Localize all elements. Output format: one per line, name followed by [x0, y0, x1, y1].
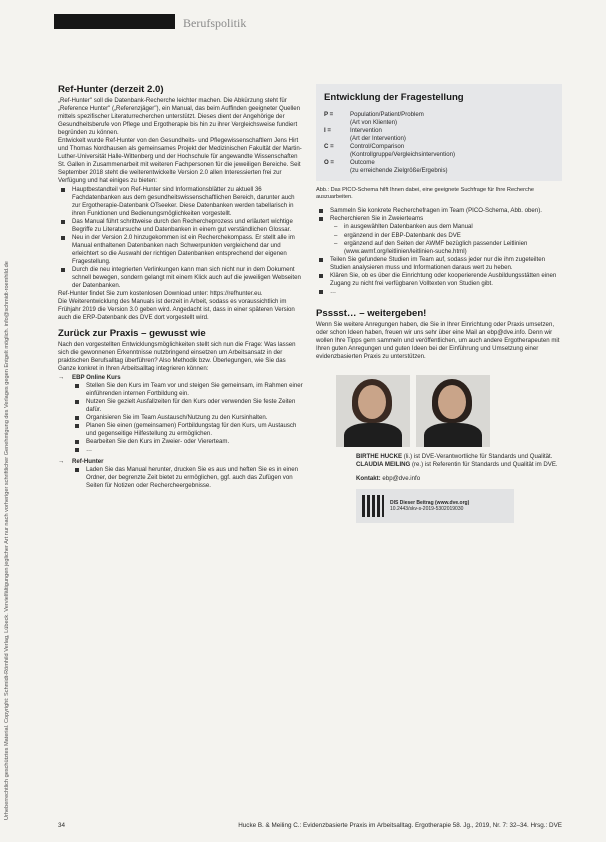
- heading-weitergeben: Psssst… – weitergeben!: [316, 307, 427, 319]
- list-item: Neu in der Version 2.0 hinzugekommen ist ein Recherchekompass. Er stellt alle im Manual enthaltenen Datenbanken nach Schwerpunkten vergleichend dar und erleichtert so die Auswahl der richtigen Datenbanken entsprechend der eigenen Fragestellung.: [58, 234, 304, 266]
- heading-ref-hunter: Ref-Hunter (derzeit 2.0): [58, 84, 164, 95]
- arrow-item: [58, 374, 304, 382]
- list-item: …: [72, 446, 304, 454]
- copyright-text: Urheberrechtlich geschütztes Material. Copyright: Schmidt-Römhild Verlag, Lübeck. Vervielfältigungen jeglicher Art nur nach vorheriger schriftlicher Genehmigung des Verlages gegen Entgelt möglich. info@schmidt-roemhild.de: [4, 261, 10, 820]
- list-item: Stellen Sie den Kurs im Team vor und steigen Sie gemeinsam, im Rahmen einer einführenden internen Fortbildung ein.: [72, 382, 304, 398]
- pico-key: O =: [324, 159, 334, 167]
- list-item: – ergänzend auf den Seiten der AWMF bezüglich passender Leitlinien (www.awmf.org/leitlinien/leitlinien-suche.html): [330, 240, 562, 256]
- sub-list: [58, 382, 304, 454]
- list-item: …: [316, 288, 562, 296]
- list-item: Hauptbestandteil von Ref-Hunter sind Informationsblätter zu aktuell 36 Fachdatenbanken aus dem gesundheitswissenschaftlichen Bereich, darunter auch zur Ergotherapie-Datenbank OTseeker. Diese Datenbanken werden tabellarisch in ihren Funktionen und Bedienungsmöglichkeiten vorgestellt.: [58, 186, 304, 218]
- sub-list: [58, 466, 304, 490]
- page-number: 34: [58, 822, 66, 829]
- pico-key: [324, 135, 350, 143]
- right-column: [316, 84, 562, 523]
- pico-key: [324, 151, 350, 159]
- pico-box-title: Entwicklung der Fragestellung: [324, 92, 464, 103]
- author-info: [356, 453, 562, 483]
- heading-zurueck-zur-praxis: Zurück zur Praxis – gewusst wie: [58, 328, 206, 340]
- pico-value: (Art der Intervention): [350, 135, 406, 143]
- pico-key: [324, 119, 350, 127]
- pico-value: (zu erreichende Zielgröße/Ergebnis): [350, 167, 448, 175]
- list-item: – in ausgewählten Datenbanken aus dem Manual: [330, 223, 562, 231]
- list-item: – ergänzend in der EBP-Datenbank des DVE: [330, 232, 562, 240]
- list-item: Planen Sie einen (gemeinsamen) Fortbildungstag für den Kurs, um Austausch und gegenseitige Hilfestellung zu ermöglichen.: [72, 422, 304, 438]
- contact-email[interactable]: ebp@dve.info: [382, 475, 421, 483]
- bullet-list: [316, 256, 562, 296]
- list-item: Nutzen Sie gezielt Ausfallzeiten für den Kurs oder verwenden Sie feste Zeiten dafür.: [72, 398, 304, 414]
- pico-key: C =: [324, 143, 334, 151]
- list-item: Laden Sie das Manual herunter, drucken Sie es aus und heften Sie es in einen Ordner, der begrenzte Zeit bietet zu ermöglichen, ggf. auch das Zufügen von Seiten für Notizen oder Rechercheergebnisse.: [72, 466, 304, 490]
- paragraph: Entwickelt wurde Ref-Hunter von den Gesundheits- und Pflegewissenschaftlern Jens Hirt und Thomas Nordhausen als gemeinsames Projekt der Medizinischen Fakultät der Martin-Luther-Universität Halle-Wittenberg und der Hochschule für angewandte Wissenschaften St. Gallen in Zusammenarbeit mit weiteren Fachpersonen für die jeweiligen Bereiche. Seit September 2018 steht die weiterentwickelte Version 2.0 allen Interessierten frei zur Verfügung und hat einiges zu bieten:: [58, 137, 302, 185]
- author-1-name: BIRTHE HUCKE: [356, 453, 403, 461]
- pico-value: Outcome: [350, 159, 375, 167]
- bullet-list: [316, 207, 562, 223]
- qr-code-icon: [362, 495, 384, 517]
- paragraph: Die Weiterentwicklung des Manuals ist derzeit in Arbeit, sodass es voraussichtlich im Frühjahr 2019 die Version 3.0 geben wird. Angedacht ist, dass in einer späteren Version auch die ERP-Datenbank des DVE dort vorgestellt wird.: [58, 298, 295, 322]
- list-item: Recherchieren Sie in Zweierteams: [316, 215, 562, 223]
- pico-box: [316, 84, 562, 181]
- author-2-role: (re.) ist Referentin für Standards und Qualität im DVE.: [411, 461, 558, 469]
- pico-key: P =: [324, 111, 334, 118]
- list-item: Klären Sie, ob es über die Einrichtung oder kooperierende Ausbildungsstätten einen Zugang zu nicht frei verfügbaren Volltexten von Studien gibt.: [316, 272, 562, 288]
- pico-value: Population/Patient/Problem: [350, 111, 424, 118]
- list-item: Sammeln Sie konkrete Recherchefragen im Team (PICO-Schema, Abb. oben).: [316, 207, 562, 215]
- qr-text: [390, 500, 469, 513]
- section-label: Berufspolitik: [183, 16, 247, 30]
- pico-value: Intervention: [350, 127, 382, 135]
- page-footer: [58, 822, 562, 829]
- figure-caption: Abb.: Das PICO-Schema hilft Ihnen dabei, eine geeignete Suchfrage für Ihre Recherche auszuarbeiten.: [316, 187, 534, 201]
- citation: Hucke B. & Meiling C.: Evidenzbasierte Praxis im Arbeitsalltag. Ergotherapie 58. Jg., 2019, Nr. 7: 32–34. Hrsg.: DVE: [238, 822, 562, 829]
- qr-line-2: 10.2443/skv-s-2019-5302019030: [390, 506, 464, 513]
- paragraph: „Ref-Hunter" soll die Datenbank-Recherche leichter machen. Die Abkürzung steht für „Reference Hunter" („Referenzjäger"), ein Manual, das beim Auffinden geeigneter Quellen mittels spezifischer Literaturrecherchen unterstützt. Dieses dient der Angehörige der Gesundheitsberufe von Pflege und Ergotherapie bis hin zu ihrer Vergleichsweise fundiert begründen zu können.: [58, 97, 301, 137]
- copyright-sidebar: [4, 50, 18, 820]
- contact-line: [356, 475, 562, 483]
- bullet-list: [58, 186, 304, 291]
- qr-line-1: DIS Dieser Beitrag (www.dve.org): [390, 499, 470, 506]
- dash-list: [330, 223, 562, 255]
- arrow-item-label: EBP Online Kurs: [72, 373, 121, 381]
- author-2-name: CLAUDIA MEILING: [356, 461, 411, 469]
- pico-value: (Art von Klienten): [350, 119, 398, 127]
- contact-label: Kontakt:: [356, 475, 381, 483]
- author-photos: [336, 375, 562, 447]
- list-item: Teilen Sie gefundene Studien im Team auf, sodass jeder nur die ihm zugeteilten Studien analysieren muss und Informationen daraus wert zu heben.: [316, 256, 562, 272]
- arrow-item-label: Ref-Hunter: [72, 457, 104, 465]
- author-photo-meiling: [416, 375, 490, 447]
- qr-box: [356, 489, 514, 523]
- list-item: Das Manual führt schrittweise durch den Rechercheprozess und erläutert wichtige Begriffe zu Literatursuche und Datenbanken in einem gut verständlichen Glossar.: [58, 218, 304, 234]
- pico-value: (Kontrollgruppe/Vergleichsintervention): [350, 151, 456, 159]
- author-2: [356, 461, 562, 469]
- list-item: Bearbeiten Sie den Kurs im Zweier- oder Viererteam.: [72, 438, 304, 446]
- pico-value: Control/Comparison: [350, 143, 405, 151]
- arrow-item: [58, 458, 304, 466]
- paragraph: Wenn Sie weitere Anregungen haben, die Sie in Ihrer Einrichtung oder Praxis umsetzen, oder schon Ideen haben, freuen wir uns sehr über eine Mail an ebp@dve.info. Denn wir wollen Ihre Tipps gern sammeln und veröffentlichen, um auch andere Ergotherapeuten mit Ihren guten Anregungen und guten Ideen bei der Einführung und Umsetzung einer evidenzbasierten Praxis zu unterstützen.: [316, 320, 560, 361]
- paragraph: Nach den vorgestellten Entwicklungsmöglichkeiten stellt sich nun die Frage: Was lassen sich die gewonnenen Erkenntnisse nutzbringend einsetzen um Arbeitsansatz in der praktischen Berufsalltag überführen? Also Methodik bzw. Überlegungen, wie Sie das Ganze konkret in Ihren Arbeitsalltag integrieren können:: [58, 341, 296, 373]
- list-item: Durch die neu integrierten Verlinkungen kann man sich nicht nur in dem Dokument schnell bewegen, sondern gelangt mit einem Klick auch auf die jeweiligen Webseiten der Datenbanken.: [58, 266, 304, 290]
- author-photo-hucke: [336, 375, 410, 447]
- left-column: [58, 84, 304, 490]
- pico-list: [324, 111, 554, 175]
- pico-key: [324, 167, 350, 175]
- paragraph: Ref-Hunter findet Sie zum kostenlosen Download unter: https://refhunter.eu.: [58, 290, 263, 298]
- author-1: [356, 453, 562, 461]
- pico-key: I =: [324, 127, 331, 135]
- list-item: Organisieren Sie im Team Austausch/Nutzung zu den Kursinhalten.: [72, 414, 304, 422]
- author-1-role: (li.) ist DVE-Verantwortliche für Standards und Qualität.: [403, 453, 553, 461]
- header-black-bar: [54, 14, 175, 29]
